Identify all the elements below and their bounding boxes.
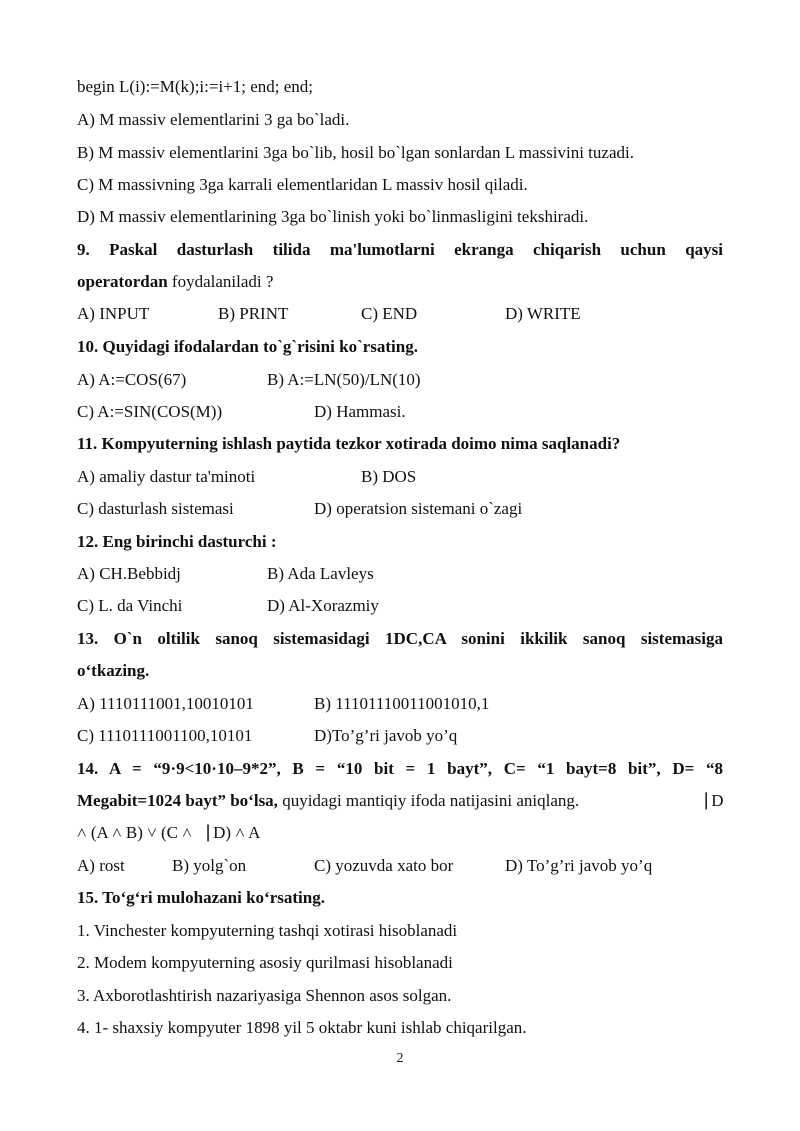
q11-option-d: D) operatsion sistemani o`zagi bbox=[314, 499, 523, 518]
q9-option-d: D) WRITE bbox=[505, 304, 581, 323]
q11-question: 11. Kompyuterning ishlash paytida tezkor xotirada doimo nima saqlanadi? bbox=[77, 434, 621, 453]
q15-item-4: 4. 1- shaxsiy kompyuter 1898 yil 5 oktabr kuni ishlab chiqarilgan. bbox=[77, 1018, 527, 1037]
q12-option-d: D) Al-Xorazmiy bbox=[267, 596, 379, 615]
q14-question-rest: quyidagi mantiqiy ifoda natijasini aniqlang. bbox=[277, 791, 580, 810]
q13-option-b: B) 11101110011001010,1 bbox=[314, 694, 490, 713]
q9-bold-word: operatordan bbox=[77, 272, 168, 291]
q13-option-c: C) 1110111001100,10101 bbox=[77, 726, 253, 745]
q9-rest: foydalaniladi ? bbox=[167, 272, 274, 291]
q12-options-row1 bbox=[77, 563, 723, 585]
q10-option-d: D) Hammasi. bbox=[314, 402, 406, 421]
q14-options-row bbox=[77, 855, 723, 877]
q10-options-row1 bbox=[77, 369, 723, 391]
q10-question: 10. Quyidagi ifodalardan to`g`risini ko`rsating. bbox=[77, 337, 418, 356]
q13-option-a: A) 1110111001,10010101 bbox=[77, 694, 254, 713]
q8-option-c: C) M massivning 3ga karrali elementlaridan L massiv hosil qiladi. bbox=[77, 175, 528, 194]
q15-question: 15. To‘g‘ri mulohazani ko‘rsating. bbox=[77, 888, 325, 907]
q9-option-c: C) END bbox=[361, 304, 418, 323]
q14-bold-condition: Megabit=1024 bayt” bo‘lsa, bbox=[77, 791, 278, 810]
q10-option-a: A) A:=COS(67) bbox=[77, 370, 187, 389]
q13-question-line1: 13. O`n oltilik sanoq sistemasidagi 1DC,CA sonini ikkilik sanoq sistemasiga bbox=[77, 629, 723, 648]
q12-options-row2 bbox=[77, 595, 723, 617]
q14-option-d: D) To’g’ri javob yo’q bbox=[505, 856, 653, 875]
q10-option-b: B) A:=LN(50)/LN(10) bbox=[267, 370, 421, 389]
q12-option-b: B) Ada Lavleys bbox=[267, 564, 374, 583]
q14-option-b: B) yolg`on bbox=[172, 856, 247, 875]
q9-question-line1: 9. Paskal dasturlash tilida ma'lumotlarni ekranga chiqarish uchun qaysi bbox=[77, 240, 723, 259]
q9-option-a: A) INPUT bbox=[77, 304, 150, 323]
q11-option-a: A) amaliy dastur ta'minoti bbox=[77, 467, 256, 486]
q14-question-line2 bbox=[77, 790, 723, 812]
q10-options-row2 bbox=[77, 401, 723, 423]
q13-option-d: D)To’g’ri javob yo’q bbox=[314, 726, 458, 745]
q8-option-d: D) M massiv elementlarining 3ga bo`linish yoki bo`linmasligini tekshiradi. bbox=[77, 207, 589, 226]
q9-option-b: B) PRINT bbox=[218, 304, 289, 323]
q14-question-line1: 14. A = “9·9<10·10–9*2”, B = “10 bit = 1 bayt”, C= “1 bayt=8 bit”, D= “8 bbox=[77, 759, 723, 778]
q10-option-c: C) A:=SIN(COS(M)) bbox=[77, 402, 223, 421]
page-number: 2 bbox=[396, 1051, 404, 1066]
q14-expression-start: ⎹ D bbox=[690, 791, 724, 810]
q15-item-2: 2. Modem kompyuterning asosiy qurilmasi hisoblanadi bbox=[77, 953, 453, 972]
q14-option-a: A) rost bbox=[77, 856, 125, 875]
q15-item-3: 3. Axborotlashtirish nazariyasiga Shennon asos solgan. bbox=[77, 986, 452, 1005]
q12-option-a: A) CH.Bebbidj bbox=[77, 564, 181, 583]
q11-options-row1 bbox=[77, 466, 723, 488]
q13-question-line2: o‘tkazing. bbox=[77, 661, 150, 680]
q8-option-a: A) M massiv elementlarini 3 ga bo`ladi. bbox=[77, 110, 350, 129]
q14-expression: ˄ (A ˄ B) ˅ (C ˄⎹ D) ˄ A bbox=[77, 823, 261, 842]
q12-option-c: C) L. da Vinchi bbox=[77, 596, 183, 615]
q11-option-b: B) DOS bbox=[361, 467, 417, 486]
q11-option-c: C) dasturlash sistemasi bbox=[77, 499, 234, 518]
code-line: begin L(i):=M(k);i:=i+1; end; end; bbox=[77, 77, 314, 96]
q14-option-c: C) yozuvda xato bor bbox=[314, 856, 454, 875]
q9-question-line2 bbox=[77, 271, 723, 293]
q11-options-row2 bbox=[77, 498, 723, 520]
q9-options-row bbox=[77, 303, 723, 325]
q15-item-1: 1. Vinchester kompyuterning tashqi xotirasi hisoblanadi bbox=[77, 921, 458, 940]
q12-question: 12. Eng birinchi dasturchi : bbox=[77, 532, 277, 551]
q8-option-b: B) M massiv elementlarini 3ga bo`lib, hosil bo`lgan sonlardan L massivini tuzadi. bbox=[77, 143, 634, 162]
q13-options-row2 bbox=[77, 725, 723, 747]
q13-options-row1 bbox=[77, 693, 723, 715]
